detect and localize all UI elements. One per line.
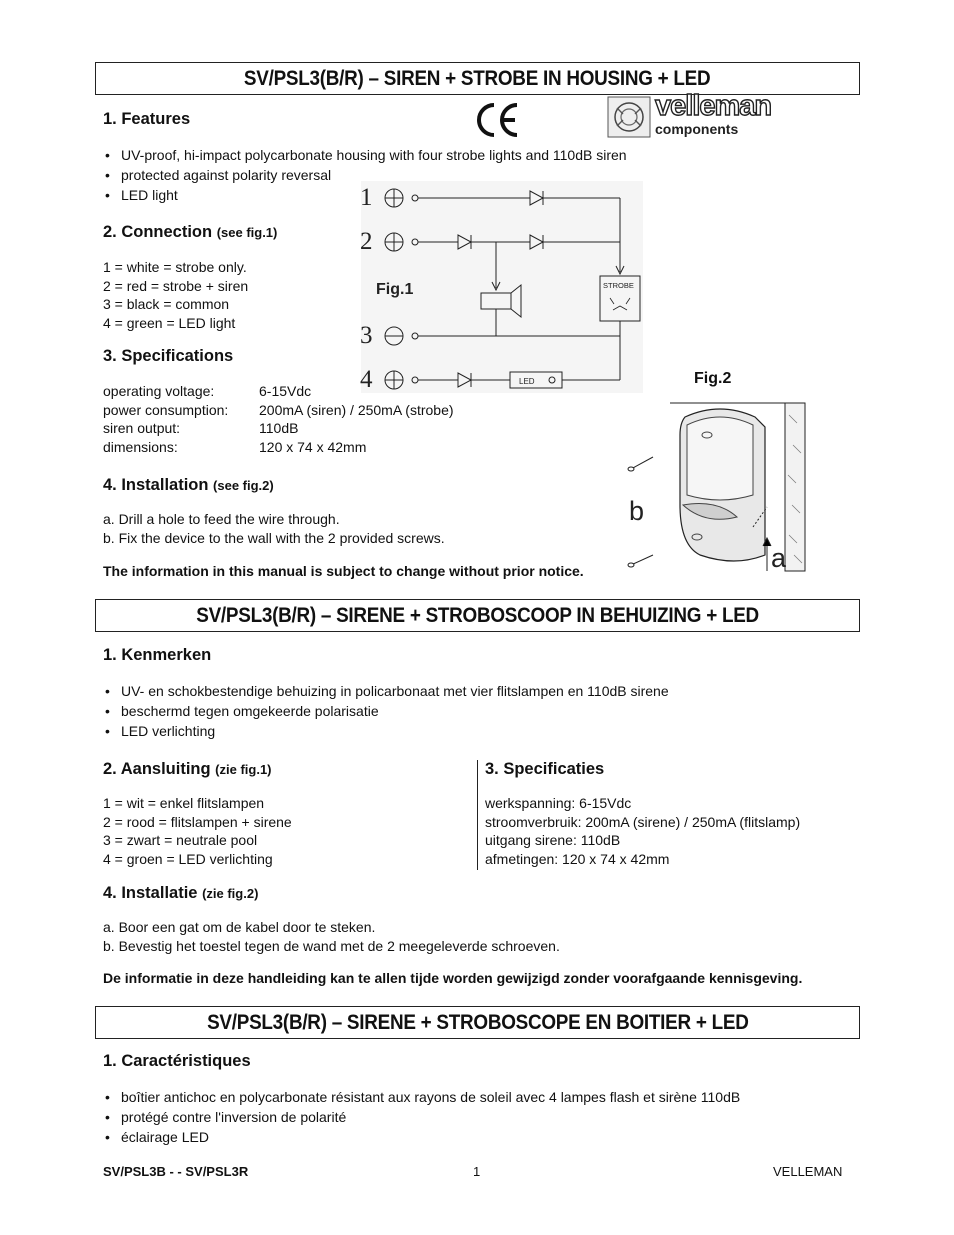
- title-fr-text: SV/PSL3(B/R) – SIRENE + STROBOSCOPE EN BOITIER + LED: [206, 1011, 749, 1034]
- fig2-label: Fig.2: [694, 370, 732, 387]
- logo-brand: velleman: [655, 90, 772, 122]
- list-item: • boîtier antichoc en polycarbonate résistant aux rayons de soleil avec 4 lampes flash et sirène 110dB: [105, 1087, 740, 1107]
- list-item: a. Drill a hole to feed the wire through.: [103, 511, 340, 527]
- list-item: 3 = black = common: [103, 296, 230, 312]
- title-fr: [95, 1006, 860, 1039]
- ce-mark-icon: [475, 101, 521, 139]
- title-nl: [95, 599, 860, 632]
- logo-tagline: components: [655, 121, 739, 137]
- title-en-text: SV/PSL3(B/R) – SIREN + STROBE IN HOUSING + LED: [244, 67, 711, 90]
- column-divider: [477, 760, 478, 870]
- list-item: a. Boor een gat om de kabel door te steken.: [103, 919, 376, 935]
- install-heading-en: 4. Installation (see fig.2): [103, 476, 274, 494]
- connection-list-nl: [103, 794, 292, 868]
- specs-heading-nl: 3. Specificaties: [485, 760, 605, 778]
- terminal-1-label: 1: [360, 184, 373, 211]
- list-item: • UV- en schokbestendige behuizing in policarbonaat met vier flitslampen en 110dB sirene: [105, 681, 669, 701]
- connection-heading-en: 2. Connection (see fig.1): [103, 223, 278, 241]
- list-item: uitgang sirene: 110dB: [485, 832, 621, 848]
- fig1-diagram: [360, 180, 645, 395]
- strobe-label: STROBE: [603, 281, 634, 290]
- spec-row: dimensions: 120 x 74 x 42mm: [103, 438, 367, 455]
- led-label: LED: [519, 377, 535, 386]
- list-item: • beschermd tegen omgekeerde polarisatie: [105, 701, 669, 721]
- terminal-3-label: 3: [360, 322, 373, 349]
- list-item: • LED light: [105, 185, 627, 205]
- title-nl-text: SV/PSL3(B/R) – SIRENE + STROBOSCOOP IN BEHUIZING + LED: [196, 604, 759, 627]
- fig2-label-b: b: [629, 496, 645, 526]
- spec-row: siren output: 110dB: [103, 420, 299, 436]
- ce-mark: [475, 101, 521, 139]
- install-list-en: [103, 510, 445, 547]
- list-item: stroomverbruik: 200mA (sirene) / 250mA (flitslamp): [485, 813, 801, 830]
- footer-brand: VELLEMAN: [773, 1164, 843, 1179]
- connection-list-en: [103, 258, 248, 332]
- list-item: afmetingen: 120 x 74 x 42mm: [485, 850, 670, 867]
- list-item: • protected against polarity reversal: [105, 165, 627, 185]
- list-item: 3 = zwart = neutrale pool: [103, 832, 258, 848]
- specs-list-nl: [485, 794, 800, 868]
- fig1-label: Fig.1: [376, 281, 414, 298]
- fig2-drawing: [625, 395, 810, 575]
- list-item: werkspanning: 6-15Vdc: [485, 795, 632, 811]
- velleman-logo: [607, 90, 793, 138]
- footer-page-number: 1: [473, 1164, 481, 1179]
- footer-model: SV/PSL3B - - SV/PSL3R: [103, 1164, 249, 1179]
- fig2-label-a: a: [771, 543, 787, 573]
- features-list-nl: [105, 681, 669, 741]
- connection-heading-nl: 2. Aansluiting (zie fig.1): [103, 760, 272, 778]
- spec-row: power consumption: 200mA (siren) / 250mA (strobe): [103, 401, 454, 418]
- terminal-4-label: 4: [360, 366, 373, 393]
- spec-row: operating voltage: 6-15Vdc: [103, 383, 312, 399]
- list-item: 4 = groen = LED verlichting: [103, 850, 273, 867]
- notice-nl: De informatie in deze handleiding kan te allen tijde worden gewijzigd zonder voorafgaande kennisgeving.: [103, 970, 803, 986]
- features-heading-fr: 1. Caractéristiques: [103, 1052, 251, 1070]
- list-item: 2 = rood = flitslampen + sirene: [103, 813, 292, 830]
- list-item: b. Fix the device to the wall with the 2 provided screws.: [103, 529, 445, 546]
- list-item: • LED verlichting: [105, 721, 669, 741]
- list-item: 4 = green = LED light: [103, 314, 236, 331]
- list-item: 1 = white = strobe only.: [103, 259, 247, 275]
- seal-icon: [607, 96, 651, 138]
- features-list-fr: [105, 1087, 740, 1147]
- list-item: • éclairage LED: [105, 1127, 740, 1147]
- install-heading-nl: 4. Installatie (zie fig.2): [103, 884, 259, 902]
- install-list-nl: [103, 918, 560, 955]
- specs-heading-en: 3. Specifications: [103, 347, 234, 365]
- list-item: b. Bevestig het toestel tegen de wand met de 2 meegeleverde schroeven.: [103, 937, 560, 954]
- features-heading-nl: 1. Kenmerken: [103, 646, 212, 664]
- features-heading-en: 1. Features: [103, 110, 191, 128]
- terminal-2-label: 2: [360, 228, 373, 255]
- list-item: • UV-proof, hi-impact polycarbonate housing with four strobe lights and 110dB siren: [105, 145, 627, 165]
- list-item: 1 = wit = enkel flitslampen: [103, 795, 265, 811]
- list-item: 2 = red = strobe + siren: [103, 277, 249, 294]
- list-item: • protégé contre l'inversion de polarité: [105, 1107, 740, 1127]
- notice-en: The information in this manual is subject to change without prior notice.: [103, 563, 584, 579]
